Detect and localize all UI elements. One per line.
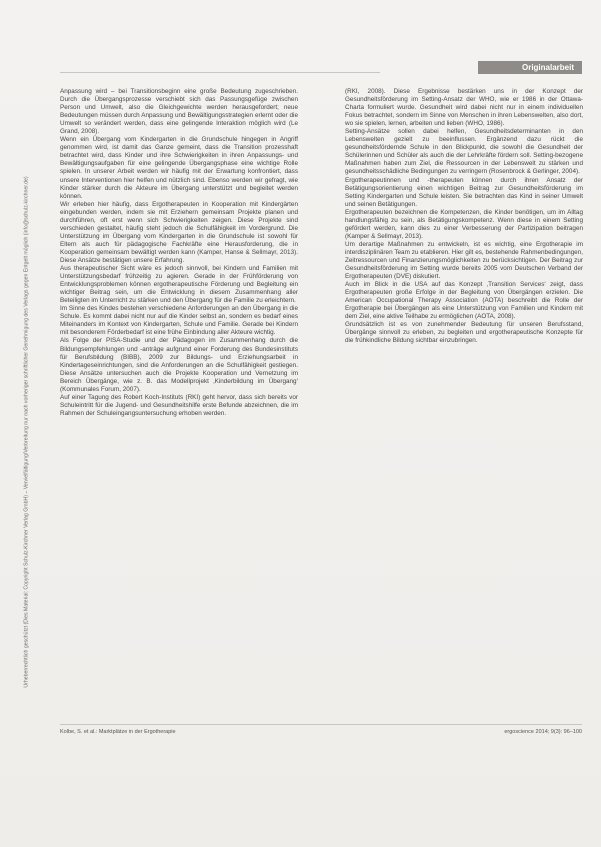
paragraph: Im Sinne des Kindes bestehen verschiedene Anforderungen an den Übergang in die Schule. Es kommt dabei nicht nur auf die Kinder selbst an, sondern es bedarf eines Miteinanders im Kontext von Kindergarten, Schule und Familie. Gerade bei Kindern mit besonderem Förderbedarf ist eine frühe Einbindung aller Akteure wichtig. bbox=[60, 305, 298, 337]
left-text-column bbox=[60, 88, 298, 718]
section-label: Originalarbeit bbox=[478, 61, 582, 74]
paragraph: Ergotherapeuten bezeichnen die Kompetenzen, die Kinder benötigen, um im Alltag handlungsfähig zu sein, als Betätigungskompetenz. Wenn diese in einem Setting gefördert werden, kann dies zu einer Verbesserung der Partizipation beitragen (Kamper & Sellmayr, 2013). bbox=[345, 208, 583, 240]
paragraph: Grundsätzlich ist es von zunehmender Bedeutung für unseren Berufsstand, Übergänge sinnvoll zu erleben, zu begleiten und ergotherapeutische Konzepte für die frühkindliche Bildung sichtbar einzubringen. bbox=[345, 321, 583, 345]
footer-citation: Kolbe, S. et al.: Marktplätze in der Ergotherapie bbox=[60, 729, 176, 735]
paragraph: Wenn ein Übergang vom Kindergarten in die Grundschule hingegen in Angriff genommen wird, ist damit das Ganze gemeint, dass die Transition prozesshaft betrachtet wird, dass Kinder und ihre Schwierigkeiten in ihren Anpassungs- und Bewältigungsaufgaben für eine gelingende Übergangsphase eine wichtige Rolle spielen. In unserer Arbeit werden wir häufig mit der Erwartung konfrontiert, dass unsere Interventionen hier helfen und nützlich sind. Ebenso werden wir gefragt, wie Kinder stärker durch die Akteure im Übergang unterstützt und begleitet werden können. bbox=[60, 136, 298, 200]
paragraph: Aus therapeutischer Sicht wäre es jedoch sinnvoll, bei Kindern und Familien mit Unterstützungsbedarf frühzeitig zu agieren. Gerade in der Frühförderung von Entwicklungsproblemen können ergotherapeutische Förderung und Begleitung ein wichtiger Beitrag sein, um die Entwicklung in diesem Zusammenhang aller Beteiligten im Unterricht zu stärken und den Übergang für die Familie zu erleichtern. bbox=[60, 265, 298, 305]
paragraph: (RKI, 2008). Diese Ergebnisse bestärken uns in der Konzept der Gesundheitsförderung im Setting-Ansatz der WHO, wie er 1986 in der Ottawa-Charta formuliert wurde. Gesundheit wird dabei nicht nur in einem individuellen Fokus betrachtet, sondern im Sinne von Menschen in ihren Lebenswelten, also dort, wo sie spielen, lernen, arbeiten und lieben (WHO, 1986). bbox=[345, 88, 583, 128]
paragraph: Ergotherapeutinnen und -therapeuten können durch ihren Ansatz der Betätigungsorientierung einen wichtigen Beitrag zur Gesundheitsförderung im Setting Kindergarten und Schule leisten. Sie betrachten das Kind in seiner Umwelt und seinen Betätigungen. bbox=[345, 176, 583, 208]
paragraph: Auch im Blick in die USA auf das Konzept ‚Transition Services‘ zeigt, dass Ergotherapeuten große Erfolge in der Begleitung von Übergängen erzielen. Die American Occupational Therapy Association (AOTA) beschreibt die Rolle der Ergotherapie bei Übergängen als eine Unterstützung von Familien und Kindern mit dem Ziel, eine aktive Teilhabe zu ermöglichen (AOTA, 2008). bbox=[345, 281, 583, 321]
paragraph: Setting-Ansätze sollen dabei helfen, Gesundheitsdeterminanten in den Lebenswelten gezielt zu beeinflussen. Ergänzend dazu rückt die gesundheitsfördernde Schule in den Blickpunkt, die sowohl die Gesundheit der Schülerinnen und Schüler als auch die der Lehrkräfte fördern soll. Setting-bezogene Maßnahmen haben zum Ziel, die Ressourcen in der Lebenswelt zu stärken und gesundheitsschädliche Bedingungen zu verringern (Rosenbrock & Gerlinger, 2004). bbox=[345, 128, 583, 176]
footer-rule bbox=[60, 724, 582, 725]
paragraph: Als Folge der PISA-Studie und der Pädagogen im Zusammenhang durch die Bildungsempfehlungen und -anträge aufgrund einer Forderung des Bundesinstituts für Berufsbildung (BIBB), 2009 zur Bildungs- und Erziehungsarbeit in Kindertageseinrichtungen, sind die Anforderungen an die Schulfähigkeit gestiegen. Diese Ansätze untersuchen auch die Projekte Kooperation und Vernetzung im Bereich Übergänge, wie z. B. das Modellprojekt ‚Kinderbildung im Übergang‘ (Kommunales Forum, 2007). bbox=[60, 337, 298, 393]
header-rule bbox=[60, 72, 380, 73]
copyright-side-note: Urheberrechtlich geschützt (Dies Material: Copyright Schulz-Kirchner Verlag GmbH) – Vervielfältigung/Verbreitung nur nach vorheriger schriftlicher Genehmigung des Verlags gegen Entgelt möglich (info@schulz-kirchner.de) bbox=[23, 176, 30, 688]
paragraph: Anpassung wird – bei Transitionsbeginn eine große Bedeutung zugeschrieben. Durch die Übergangsprozesse verschiebt sich das Passungsgefüge zwischen Person und Umwelt, also die Gleichgewichte werden herausgefordert; neue Bedeutungen müssen durch Anpassung und Bewältigungsstrategien erlernt oder die Umwelt so verändert werden, dass eine gelingende Interaktion möglich wird (Le Grand, 2008). bbox=[60, 88, 298, 136]
right-text-column bbox=[345, 88, 583, 718]
paragraph: Um derartige Maßnahmen zu entwickeln, ist es wichtig, eine Ergotherapie im interdisziplinären Team zu etablieren. Hier gilt es, bestehende Rahmenbedingungen, Zeitressourcen und Finanzierungsmöglichkeiten zu berücksichtigen. Der Beitrag zur Gesundheitsförderung im Setting wurde bereits 2005 vom Deutschen Verband der Ergotherapeuten (DVE) diskutiert. bbox=[345, 240, 583, 281]
footer-journal-reference: ergoscience 2014; 9(3): 96–100 bbox=[504, 729, 582, 735]
paragraph: Auf einer Tagung des Robert Koch-Instituts (RKI) geht hervor, dass sich bereits vor Schuleintritt für die Jugend- und Gesundheitshilfe erste Befunde abzeichnen, die im Rahmen der Schuleingangsuntersuchung erhoben werden. bbox=[60, 393, 298, 417]
paragraph: Wir erleben hier häufig, dass Ergotherapeuten in Kooperation mit Kindergärten eingebunden werden, indem sie mit Erziehern gemeinsam Projekte planen und durchführen, oft erst wenn sich Schwierigkeiten zeigen. Diese Projekte sind verschieden gestaltet, häufig steht jedoch die Schulfähigkeit im Vordergrund. Die Unterstützung im Übergang vom Kindergarten in die Grundschule ist sowohl für Eltern als auch für pädagogische Fachkräfte eine Herausforderung, die in Kooperation gemeinsam bewältigt werden kann (Kamper, Hanse & Sellmayr, 2013). Diese Ansätze bestätigen unsere Erfahrung. bbox=[60, 200, 298, 264]
